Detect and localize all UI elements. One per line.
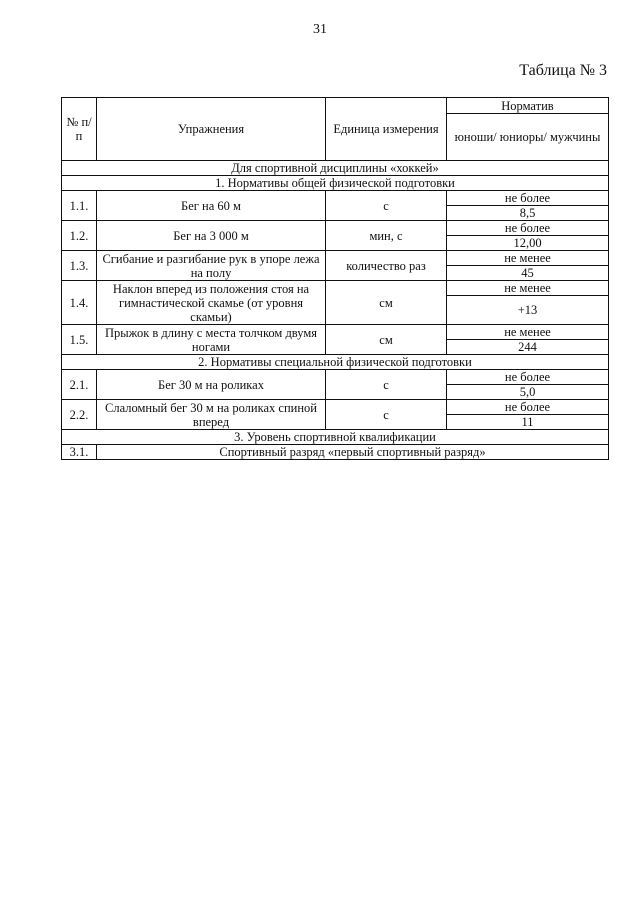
row-num: 3.1. bbox=[62, 445, 97, 460]
row-condition: не более bbox=[447, 191, 609, 206]
row-value: 11 bbox=[447, 415, 609, 430]
row-num: 1.1. bbox=[62, 191, 97, 221]
row-num: 1.5. bbox=[62, 325, 97, 355]
row-value: 8,5 bbox=[447, 206, 609, 221]
row-num: 2.2. bbox=[62, 400, 97, 430]
row-exercise: Прыжок в длину с места толчком двумя ногами bbox=[97, 325, 326, 355]
row-unit: см bbox=[326, 325, 447, 355]
row-condition: не менее bbox=[447, 251, 609, 266]
row-exercise: Сгибание и разгибание рук в упоре лежа на полу bbox=[97, 251, 326, 281]
row-unit: см bbox=[326, 281, 447, 325]
norms-table bbox=[61, 97, 609, 460]
table-caption: Таблица № 3 bbox=[519, 62, 607, 79]
row-value: 244 bbox=[447, 340, 609, 355]
header-norm: Норматив bbox=[447, 98, 609, 114]
row-unit: с bbox=[326, 191, 447, 221]
row-condition: не более bbox=[447, 370, 609, 385]
row-value: 45 bbox=[447, 266, 609, 281]
row-unit: мин, с bbox=[326, 221, 447, 251]
row-value: 12,00 bbox=[447, 236, 609, 251]
row-exercise: Бег 30 м на роликах bbox=[97, 370, 326, 400]
row-unit: количество раз bbox=[326, 251, 447, 281]
row-exercise: Слаломный бег 30 м на роликах спиной вперед bbox=[97, 400, 326, 430]
row-num: 1.2. bbox=[62, 221, 97, 251]
row-unit: с bbox=[326, 400, 447, 430]
row-qualification: Спортивный разряд «первый спортивный разряд» bbox=[97, 445, 609, 460]
header-group: юноши/ юниоры/ мужчины bbox=[447, 114, 609, 161]
discipline-row: Для спортивной дисциплины «хоккей» bbox=[62, 161, 609, 176]
header-unit: Единица измерения bbox=[326, 98, 447, 161]
row-num: 1.4. bbox=[62, 281, 97, 325]
row-num: 2.1. bbox=[62, 370, 97, 400]
row-exercise: Наклон вперед из положения стоя на гимнастической скамье (от уровня скамьи) bbox=[97, 281, 326, 325]
row-condition: не менее bbox=[447, 325, 609, 340]
row-unit: с bbox=[326, 370, 447, 400]
section-title: 3. Уровень спортивной квалификации bbox=[62, 430, 609, 445]
row-exercise: Бег на 60 м bbox=[97, 191, 326, 221]
row-condition: не менее bbox=[447, 281, 609, 296]
row-value: +13 bbox=[447, 296, 609, 325]
section-title: 2. Нормативы специальной физической подготовки bbox=[62, 355, 609, 370]
row-num: 1.3. bbox=[62, 251, 97, 281]
row-condition: не более bbox=[447, 400, 609, 415]
header-exercises: Упражнения bbox=[97, 98, 326, 161]
header-num: № п/п bbox=[62, 98, 97, 161]
row-condition: не более bbox=[447, 221, 609, 236]
row-value: 5,0 bbox=[447, 385, 609, 400]
page-number: 31 bbox=[313, 22, 327, 37]
row-exercise: Бег на 3 000 м bbox=[97, 221, 326, 251]
section-title: 1. Нормативы общей физической подготовки bbox=[62, 176, 609, 191]
